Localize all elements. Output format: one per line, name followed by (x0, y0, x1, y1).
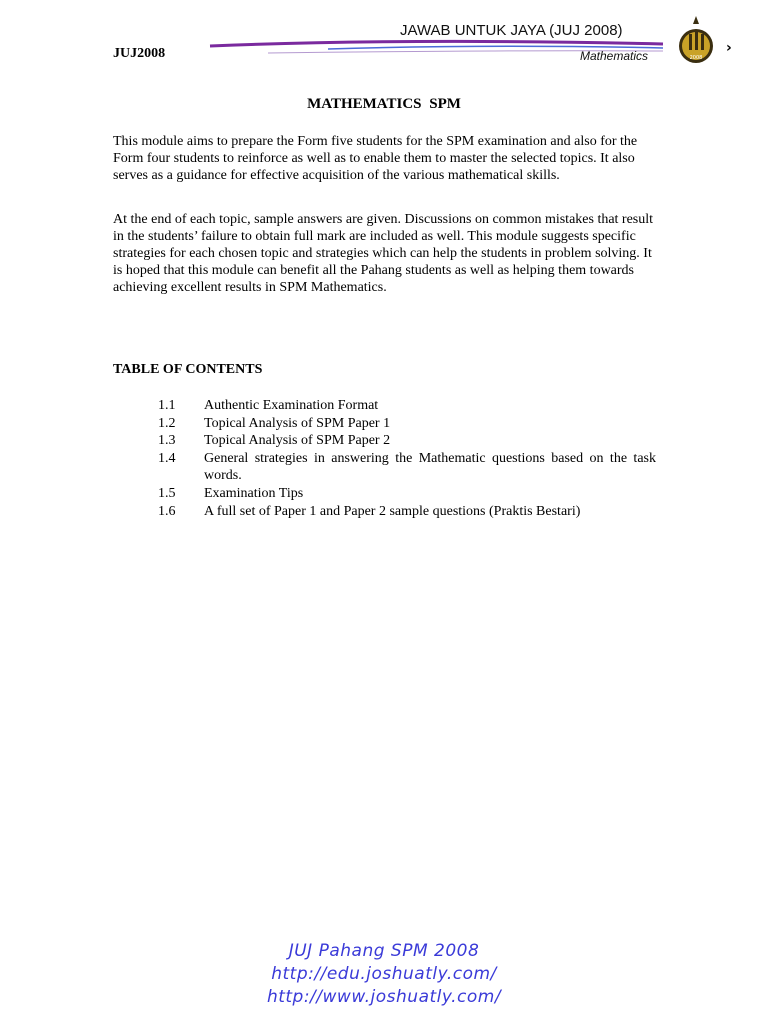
toc-item-number: 1.1 (158, 398, 176, 413)
toc-item-text: Topical Analysis of SPM Paper 2 (204, 433, 391, 449)
toc-item-number: 1.5 (158, 485, 176, 501)
toc-item (158, 503, 656, 521)
toc-item-text: Examination Tips (204, 485, 304, 501)
footer-link-edu[interactable]: http://edu.joshuatly.com/ (271, 964, 497, 984)
toc-item (158, 415, 656, 433)
toc-item-number: 1.4 (158, 450, 176, 466)
juj-logo (676, 12, 742, 70)
footer (0, 940, 768, 1009)
toc-item-text: General strategies in answering the Mathematic questions based on the task words. (204, 450, 656, 484)
toc-item-text: Authentic Examination Format (204, 398, 379, 413)
toc-item (158, 485, 656, 503)
logo-year: 2008 (689, 55, 703, 61)
footer-title: JUJ Pahang SPM 2008 (288, 941, 480, 961)
header-banner: JAWAB UNTUK JAYA (JUJ 2008) (400, 22, 623, 39)
footer-link-www[interactable]: http://www.joshuatly.com/ (266, 987, 502, 1007)
toc-heading: TABLE OF CONTENTS (113, 362, 263, 377)
intro-paragraph-1: This module aims to prepare the Form five students for the SPM examination and also for the Form four students to reinforce as well as to enable them to master the selected topics. It also serves as a guidance for effective acquisition of the various mathematical skills. (113, 134, 638, 183)
toc-item (158, 397, 656, 415)
toc-list (158, 397, 656, 520)
page-title: MATHEMATICS SPM (307, 96, 461, 112)
toc-item (158, 450, 656, 485)
toc-item-number: 1.2 (158, 415, 176, 431)
toc-item-number: 1.3 (158, 433, 176, 449)
toc-item-number: 1.6 (158, 503, 176, 519)
toc-item-text: A full set of Paper 1 and Paper 2 sample questions (Praktis Bestari) (204, 503, 581, 519)
header-subject: Mathematics (580, 49, 649, 63)
toc-item (158, 432, 656, 450)
intro-paragraph-2: At the end of each topic, sample answers are given. Discussions on common mistakes that result in the students’ failure to obtain full mark are included as well. This module suggests specific strategies for each chosen topic and strategies which can help the students in problem solving. It is hoped that this module can benefit all the Pahang students as well as helping them towards achieving excellent results in SPM Mathematics. (113, 212, 654, 295)
header-label: JUJ2008 (113, 46, 166, 61)
chevron-right-icon: › (726, 40, 732, 56)
toc-item-text: Topical Analysis of SPM Paper 1 (204, 415, 391, 431)
